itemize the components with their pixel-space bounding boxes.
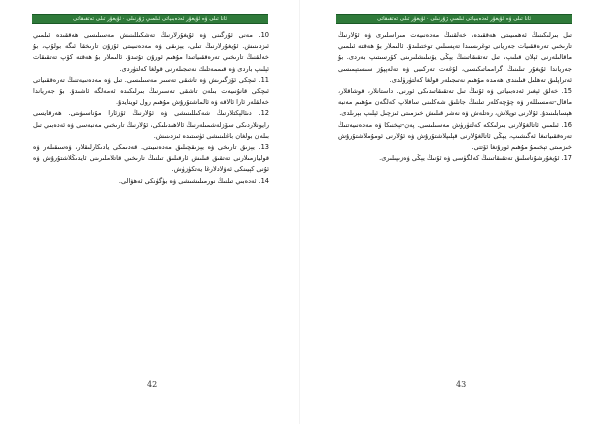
right-paragraph-17: 17. ئۇيغۇرشۇناسلىق تەتقىقاتىنىڭ كەلگۈسى ۋە ئۇنىڭ يېڭى ۋەزىپىلىرى.: [379, 154, 572, 163]
left-paragraph-11: 11. ئىچكى ئۆزگىرىش ۋە تاشقى تەسىر مەسىلىسى. تىل ۋە مەدەنىيەتنىڭ تەرەققىياتى ئىچكى قانۇنىيەت بىلەن تاشقى تەسىرنىڭ بىرلىكىدە ئەمەلگە ئاشىدۇ. بۇ جەرياندا خەلقلەر ئارا ئالاقە ۋە ئالماشتۇرۇش مۇھىم رول ئوينايدۇ.: [33, 75, 269, 107]
right-page-header-banner: ئانا تىلى ۋە ئۇيغۇر ئەدەبىياتى ئىلمىي ژۇرنىلى · ئۇيغۇر تىلى تەتقىقاتى: [336, 14, 572, 24]
left-paragraph-12: 12. دىئالېكتلارنىڭ شەكىللىنىشى ۋە ئۇلارنىڭ ئۆزئارا مۇناسىۋىتى. ھەرقايسى رايونلاردىكى سۆزلەشمىلەرنىڭ ئالاھىدىلىكى، ئۇلارنىڭ تارىخىي مەنبەسى ۋە ئەدەبىي تىل بىلەن بولغان باغلىنىشى ئۈستىدە ئىزدىنىش.: [33, 109, 269, 140]
right-page-number: 43: [456, 380, 467, 389]
left-page-body: [33, 30, 269, 187]
left-page-header-banner: ئانا تىلى ۋە ئۇيغۇر ئەدەبىياتى ئىلمىي ژۇرنىلى · ئۇيغۇر تىلى تەتقىقاتى: [32, 14, 268, 24]
right-page-body: [338, 30, 572, 164]
right-paragraph-continued: تىل بىرلىكىنىڭ ئەھمىيىتى ھەققىدە، خەلقنىڭ مەدەنىيەت مىراسلىرى ۋە ئۇلارنىڭ تارىخىي تەرەققىيات جەريانى توغرىسىدا تەپسىلىي توختىلىدۇ. ئالىملار بۇ ھەقتە ئىلمىي ماقالىلەرنى ئېلان قىلىپ، تىل تەتقىقاتىنىڭ يېڭى يۆنىلىشلىرىنى كۆرسىتىپ بەردى. بۇ جەرياندا ئۇيغۇر تىلىنىڭ گرامماتىكىسى، لۇغەت تەركىبى ۋە تەلەپپۇز سىستېمىسى ئەتراپلىق تەھلىل قىلىندى ھەمدە مۇھىم نەتىجىلەر قولغا كەلتۈرۈلدى.: [338, 31, 572, 84]
right-paragraph-16: 16. ئىلمىي ئاتالغۇلارنى بىرلىككە كەلتۈرۈش مەسىلىسى. پەن-تېخنىكا ۋە مەدەنىيەتنىڭ تەرەققىياتىغا ئەگىشىپ، يېڭى ئاتالغۇلارنى قېلىپلاشتۇرۇش ۋە ئۇلارنى ئومۇملاشتۇرۇش خىزمىتى تېخىمۇ مۇھىم ئورۇنغا ئۆتتى.: [338, 120, 572, 152]
left-paragraph-14: 14. ئەدەبىي تىلنىڭ نورمىلىشىشى ۋە بۈگۈنكى ئەھۋالى.: [118, 176, 269, 185]
left-page-number: 42: [147, 380, 158, 389]
left-paragraph-13: 13. يېزىق تارىخى ۋە يېزىقچىلىق مەدەنىيىتى. قەدىمكى يادىكارلىقلار، ۋەسىقىلەر ۋە قوليازمىلارنى تەتقىق قىلىش ئارقىلىق تىلنىڭ تارىخىي قاتلاملىرىنى ئايدىڭلاشتۇرۇش ۋە ئۇنى كېيىنكى ئەۋلادلارغا يەتكۈزۈش.: [33, 143, 269, 174]
left-paragraph-10: 10. مەنى ئۇرگىنى ۋە ئۇيغۇرلارنىڭ تەشكىللىنىش مەسىلىسى ھەققىدە ئىلمىي ئىزدىنىش. ئۇيغۇرلارنىڭ تىلى، يېزىقى ۋە مەدەنىيىتى ئۇزۇن تارىخقا ئىگە بولۇپ، بۇ خەلقنىڭ تارىخىي تەرەققىياتىدا مۇھىم ئورۇن تۇتىدۇ. ئالىملار بۇ ھەقتە كۆپ تەتقىقات ئېلىپ باردى ۋە قىممەتلىك نەتىجىلەرنى قولغا كەلتۈردى.: [33, 31, 269, 73]
right-page: [300, 0, 600, 424]
right-paragraph-15: 15. خەلق ئېغىز ئەدەبىياتى ۋە ئۇنىڭ تىل تەتقىقاتىدىكى ئورنى. داستانلار، قوشاقلار، ماقال-تەمسىللەر ۋە چۆچەكلەر تىلنىڭ جانلىق شەكلىنى ساقلاپ كەلگەن مۇھىم مەنبە ھېسابلىنىدۇ. ئۇلارنى توپلاش، رەتلەش ۋە نەشر قىلىش خىزمىتى ئىزچىل ئېلىپ بېرىلدى.: [338, 87, 572, 118]
